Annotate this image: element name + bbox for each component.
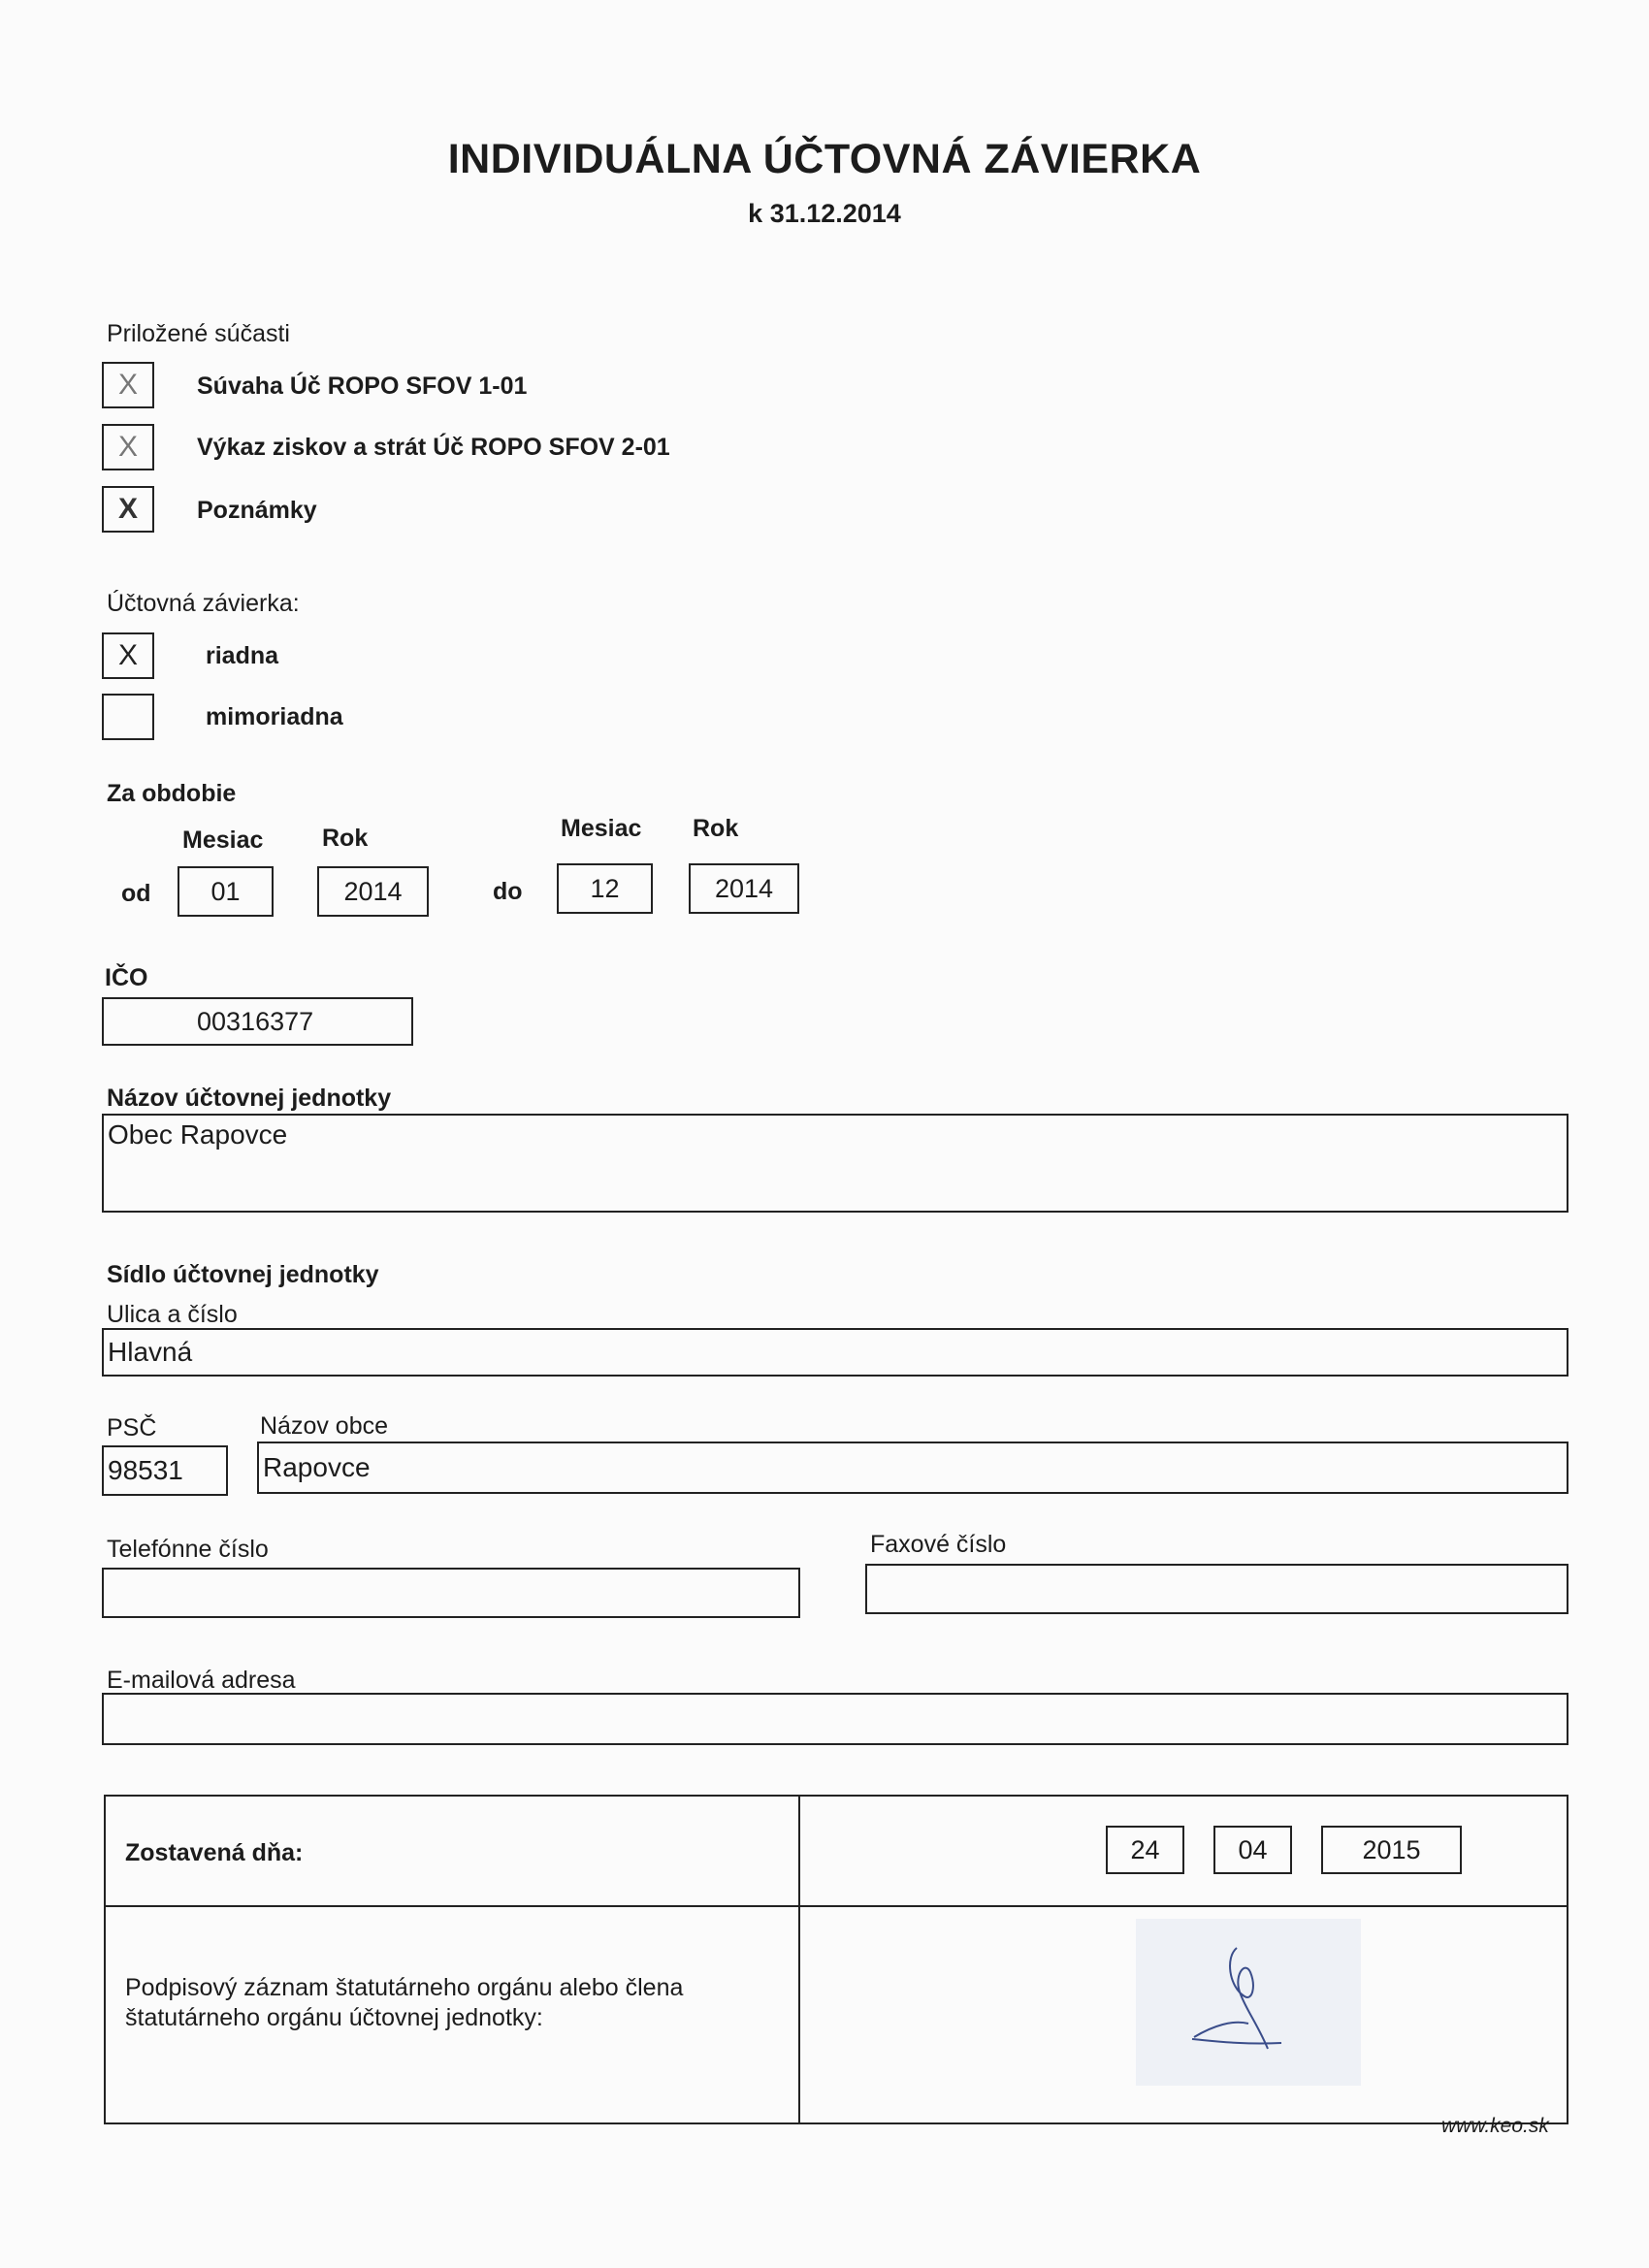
- attachment-checkbox-notes[interactable]: [102, 486, 154, 533]
- ico-field[interactable]: 00316377: [102, 997, 413, 1046]
- address-heading: Sídlo účtovnej jednotky: [107, 1261, 379, 1288]
- email-field[interactable]: [102, 1693, 1568, 1745]
- ico-label: IČO: [105, 964, 148, 991]
- fax-label: Faxové číslo: [870, 1531, 1007, 1558]
- table-vertical-divider: [798, 1797, 800, 2122]
- phone-field[interactable]: [102, 1568, 800, 1618]
- to-month-label: Mesiac: [561, 815, 642, 842]
- signature-table: [104, 1795, 1568, 2124]
- phone-label: Telefónne číslo: [107, 1536, 269, 1563]
- street-field[interactable]: Hlavná: [102, 1328, 1568, 1377]
- signature-label: Podpisový záznam štatutárneho orgánu alebo člena štatutárneho orgánu účtovnej jednotky:: [125, 1974, 684, 2031]
- signature-area[interactable]: [1136, 1919, 1361, 2086]
- entity-name-field[interactable]: Obec Rapovce: [102, 1114, 1568, 1213]
- attachment-label-profit-loss: Výkaz ziskov a strát Úč ROPO SFOV 2-01: [197, 434, 670, 461]
- handwritten-signature: [1136, 1919, 1361, 2086]
- compiled-year-field[interactable]: 2015: [1321, 1826, 1462, 1874]
- attachment-label-notes: Poznámky: [197, 497, 317, 524]
- attachment-label-balance-sheet: Súvaha Úč ROPO SFOV 1-01: [197, 373, 528, 400]
- to-year-field[interactable]: 2014: [689, 863, 799, 914]
- psc-label: PSČ: [107, 1414, 157, 1442]
- email-label: E-mailová adresa: [107, 1667, 296, 1694]
- attachment-checkbox-profit-loss[interactable]: [102, 424, 154, 470]
- compiled-day-field[interactable]: 24: [1106, 1826, 1184, 1874]
- from-year-field[interactable]: 2014: [317, 866, 429, 917]
- check-mark: X: [117, 369, 138, 401]
- check-mark: X: [117, 431, 138, 463]
- statement-type-label-regular: riadna: [206, 642, 279, 669]
- from-month-field[interactable]: 01: [178, 866, 274, 917]
- attachment-checkbox-balance-sheet[interactable]: [102, 362, 154, 408]
- statement-type-heading: Účtovná závierka:: [107, 590, 300, 617]
- from-label: od: [121, 880, 151, 907]
- table-horizontal-divider: [106, 1905, 1567, 1907]
- from-year-label: Rok: [322, 825, 369, 852]
- to-label: do: [493, 878, 523, 905]
- page-subtitle: k 31.12.2014: [748, 199, 901, 228]
- city-field[interactable]: Rapovce: [257, 1442, 1568, 1494]
- footer-url[interactable]: www.keo.sk: [1441, 2115, 1549, 2137]
- period-heading: Za obdobie: [107, 780, 237, 807]
- compiled-date-label: Zostavená dňa:: [125, 1839, 304, 1866]
- entity-name-label: Názov účtovnej jednotky: [107, 1085, 392, 1112]
- statement-type-checkbox-regular[interactable]: [102, 632, 154, 679]
- to-month-field[interactable]: 12: [557, 863, 653, 914]
- city-label: Názov obce: [260, 1412, 389, 1440]
- fax-field[interactable]: [865, 1564, 1568, 1614]
- compiled-month-field[interactable]: 04: [1213, 1826, 1292, 1874]
- page-title: INDIVIDUÁLNA ÚČTOVNÁ ZÁVIERKA: [447, 136, 1202, 182]
- street-label: Ulica a číslo: [107, 1301, 238, 1328]
- statement-type-checkbox-extraordinary[interactable]: [102, 694, 154, 740]
- attachments-heading: Priložené súčasti: [107, 320, 290, 347]
- from-month-label: Mesiac: [182, 826, 264, 854]
- statement-type-label-extraordinary: mimoriadna: [206, 703, 343, 730]
- check-mark: X: [117, 493, 138, 525]
- psc-field[interactable]: 98531: [102, 1445, 228, 1496]
- check-mark: X: [117, 639, 138, 671]
- to-year-label: Rok: [693, 815, 739, 842]
